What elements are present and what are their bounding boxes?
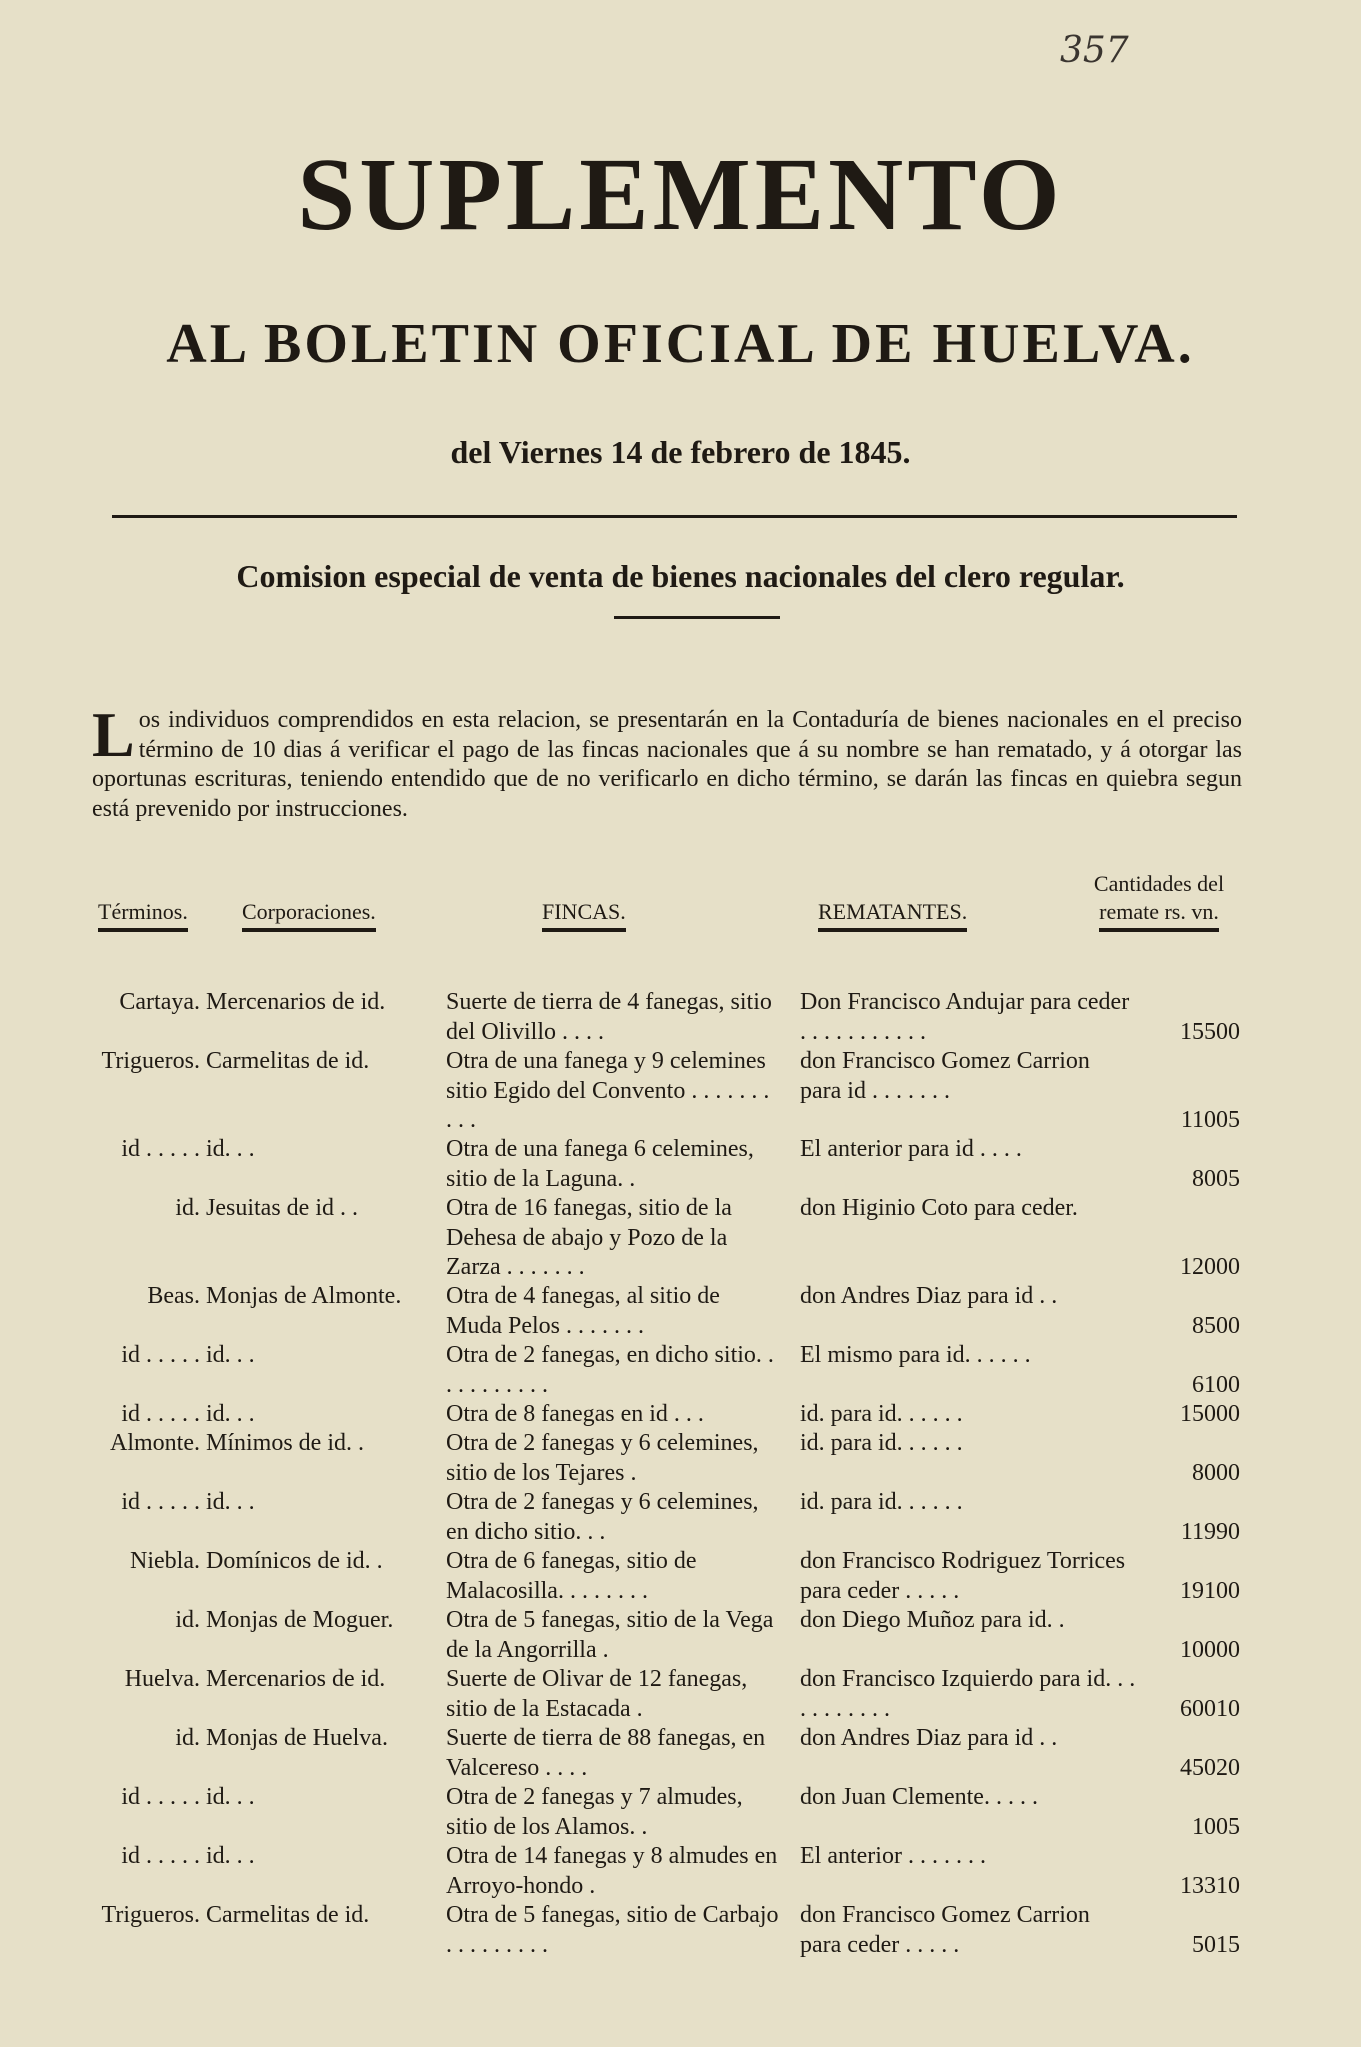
row-termino: id . . . . .: [121, 1784, 200, 1810]
row-corporacion: Monjas de Moguer.: [206, 1607, 394, 1633]
table-row: [0, 1429, 1361, 1488]
intro-text: os individuos comprendidos en esta relacion, se presentarán en la Contaduría de bienes nacionales en el preciso término de 10 dias á verificar el pago de las fincas nacionales que á su nombre se han rematado, y á otorgar las oportunas escrituras, teniendo entendido que de no verificarlo en dicho término, se darán las fincas en quiebra segun está prevenido por instrucciones.: [92, 707, 1242, 822]
row-cantidad: 19100: [1180, 1578, 1240, 1604]
row-cantidad: 8500: [1192, 1313, 1240, 1339]
table-row: [0, 1547, 1361, 1606]
column-header-cantidades: Cantidades del remate rs. vn.: [1078, 870, 1240, 926]
row-rematante: don Andres Diaz para id . .: [800, 1725, 1058, 1751]
document-subtitle: AL BOLETIN OFICIAL DE HUELVA.: [166, 313, 1195, 375]
row-termino: Niebla.: [130, 1548, 200, 1574]
row-rematante: don Francisco Gomez Carrion para id . . . . . . .: [800, 1048, 1090, 1104]
row-cantidad: 8005: [1192, 1166, 1240, 1192]
row-cantidad: 15000: [1180, 1401, 1240, 1427]
row-rematante: El anterior para id . . . .: [800, 1136, 1022, 1162]
row-corporacion: Domínicos de id. .: [206, 1548, 383, 1574]
row-finca: Otra de 16 fanegas, sitio de la Dehesa de abajo y Pozo de la Zarza . . . . . . .: [446, 1195, 732, 1280]
row-rematante: don Diego Muñoz para id. .: [800, 1607, 1065, 1633]
row-finca: Otra de 4 fanegas, al sitio de Muda Pelos . . . . . . .: [446, 1283, 720, 1339]
row-termino: id . . . . .: [121, 1136, 200, 1162]
row-termino: id.: [175, 1725, 200, 1751]
row-finca: Suerte de Olivar de 12 fanegas, sitio de la Estacada .: [446, 1666, 748, 1722]
row-termino: id . . . . .: [121, 1843, 200, 1869]
row-corporacion: Monjas de Almonte.: [206, 1283, 402, 1309]
column-header-fincas: FINCAS.: [542, 898, 626, 926]
row-rematante: don Francisco Gomez Carrion para ceder . . . . .: [800, 1902, 1090, 1958]
column-header-rematantes: REMATANTES.: [818, 898, 967, 926]
page-reference-number: 357: [1060, 30, 1129, 71]
row-termino: id . . . . .: [121, 1401, 200, 1427]
row-cantidad: 12000: [1180, 1254, 1240, 1280]
row-corporacion: Carmelitas de id.: [206, 1048, 370, 1074]
section-heading: Comision especial de venta de bienes nacionales del clero regular.: [236, 558, 1125, 594]
row-finca: Otra de 2 fanegas y 6 celemines, en dicho sitio. . .: [446, 1489, 759, 1545]
row-cantidad: 6100: [1192, 1372, 1240, 1398]
row-rematante: id. para id. . . . . .: [800, 1430, 963, 1456]
row-finca: Otra de una fanega 6 celemines, sitio de la Laguna. .: [446, 1136, 754, 1192]
row-rematante: don Andres Diaz para id . .: [800, 1283, 1058, 1309]
row-termino: Almonte.: [110, 1430, 200, 1456]
row-corporacion: Mercenarios de id.: [206, 989, 386, 1015]
row-cantidad: 10000: [1180, 1637, 1240, 1663]
row-termino: id . . . . .: [121, 1342, 200, 1368]
row-cantidad: 8000: [1192, 1460, 1240, 1486]
row-cantidad: 60010: [1180, 1696, 1240, 1722]
row-cantidad: 11005: [1180, 1107, 1240, 1133]
section-divider: [614, 616, 780, 619]
table-row: [0, 1194, 1361, 1282]
table-row: [0, 1783, 1361, 1842]
auction-table: [0, 988, 1361, 1960]
row-termino: Beas.: [147, 1283, 200, 1309]
row-finca: Otra de 14 fanegas y 8 almudes en Arroyo-hondo .: [446, 1843, 778, 1899]
row-corporacion: id. . .: [206, 1784, 255, 1810]
row-cantidad: 13310: [1180, 1873, 1240, 1899]
table-row: [0, 988, 1361, 1047]
row-corporacion: Mercenarios de id.: [206, 1666, 386, 1692]
header-divider: [112, 515, 1237, 518]
row-termino: Trigueros.: [101, 1048, 200, 1074]
row-cantidad: 15500: [1180, 1019, 1240, 1045]
table-row: [0, 1842, 1361, 1901]
row-termino: Huelva.: [124, 1666, 200, 1692]
row-cantidad: 1005: [1192, 1814, 1240, 1840]
table-row: [0, 1488, 1361, 1547]
row-finca: Otra de 2 fanegas, en dicho sitio. . . . . . . . . . .: [446, 1342, 774, 1398]
row-rematante: El mismo para id. . . . . .: [800, 1342, 1031, 1368]
row-rematante: don Francisco Izquierdo para id. . . . . . . . . . .: [800, 1666, 1136, 1722]
row-termino: id.: [175, 1607, 200, 1633]
row-corporacion: id. . .: [206, 1843, 255, 1869]
row-finca: Otra de una fanega y 9 celemines sitio Egido del Convento . . . . . . . . . .: [446, 1048, 770, 1133]
table-row: [0, 1665, 1361, 1724]
row-finca: Otra de 5 fanegas, sitio de Carbajo . . . . . . . . .: [446, 1902, 779, 1958]
row-corporacion: id. . .: [206, 1342, 255, 1368]
row-finca: Otra de 6 fanegas, sitio de Malacosilla. . . . . . . .: [446, 1548, 697, 1604]
row-rematante: El anterior . . . . . . .: [800, 1843, 986, 1869]
column-header-corporaciones: Corporaciones.: [242, 898, 376, 926]
row-rematante: don Francisco Rodriguez Torrices para ceder . . . . .: [800, 1548, 1126, 1604]
row-termino: id . . . . .: [121, 1489, 200, 1515]
row-corporacion: Mínimos de id. .: [206, 1430, 365, 1456]
row-corporacion: Carmelitas de id.: [206, 1902, 370, 1928]
row-finca: Otra de 2 fanegas y 6 celemines, sitio de los Tejares .: [446, 1430, 759, 1486]
row-rematante: id. para id. . . . . .: [800, 1489, 963, 1515]
row-termino: Trigueros.: [101, 1902, 200, 1928]
drop-cap: L: [92, 699, 135, 770]
table-row: [0, 1282, 1361, 1341]
issue-date: del Viernes 14 de febrero de 1845.: [450, 434, 911, 470]
row-rematante: id. para id. . . . . .: [800, 1401, 963, 1427]
row-cantidad: 5015: [1192, 1932, 1240, 1958]
table-row: [0, 1047, 1361, 1135]
row-rematante: don Juan Clemente. . . . .: [800, 1784, 1038, 1810]
row-finca: Otra de 2 fanegas y 7 almudes, sitio de los Alamos. .: [446, 1784, 743, 1840]
table-row: [0, 1400, 1361, 1429]
row-rematante: Don Francisco Andujar para ceder . . . . . . . . . . .: [800, 989, 1130, 1045]
row-corporacion: Jesuitas de id . .: [206, 1195, 358, 1221]
table-row: [0, 1724, 1361, 1783]
intro-paragraph: [92, 699, 1242, 824]
row-corporacion: id. . .: [206, 1489, 255, 1515]
row-rematante: don Higinio Coto para ceder.: [800, 1195, 1078, 1221]
table-row: [0, 1135, 1361, 1194]
row-termino: id.: [175, 1195, 200, 1221]
row-corporacion: id. . .: [206, 1136, 255, 1162]
column-header-terminos: Términos.: [98, 898, 188, 926]
row-corporacion: Monjas de Huelva.: [206, 1725, 388, 1751]
row-cantidad: 11990: [1180, 1519, 1240, 1545]
row-finca: Suerte de tierra de 4 fanegas, sitio del Olivillo . . . .: [446, 989, 772, 1045]
table-row: [0, 1606, 1361, 1665]
row-corporacion: id. . .: [206, 1401, 255, 1427]
row-finca: Otra de 8 fanegas en id . . .: [446, 1401, 704, 1427]
row-cantidad: 45020: [1180, 1755, 1240, 1781]
row-finca: Suerte de tierra de 88 fanegas, en Valcereso . . . .: [446, 1725, 766, 1781]
table-row: [0, 1341, 1361, 1400]
row-termino: Cartaya.: [119, 989, 200, 1015]
table-row: [0, 1901, 1361, 1960]
row-finca: Otra de 5 fanegas, sitio de la Vega de la Angorrilla .: [446, 1607, 774, 1663]
document-title: SUPLEMENTO: [297, 137, 1064, 252]
